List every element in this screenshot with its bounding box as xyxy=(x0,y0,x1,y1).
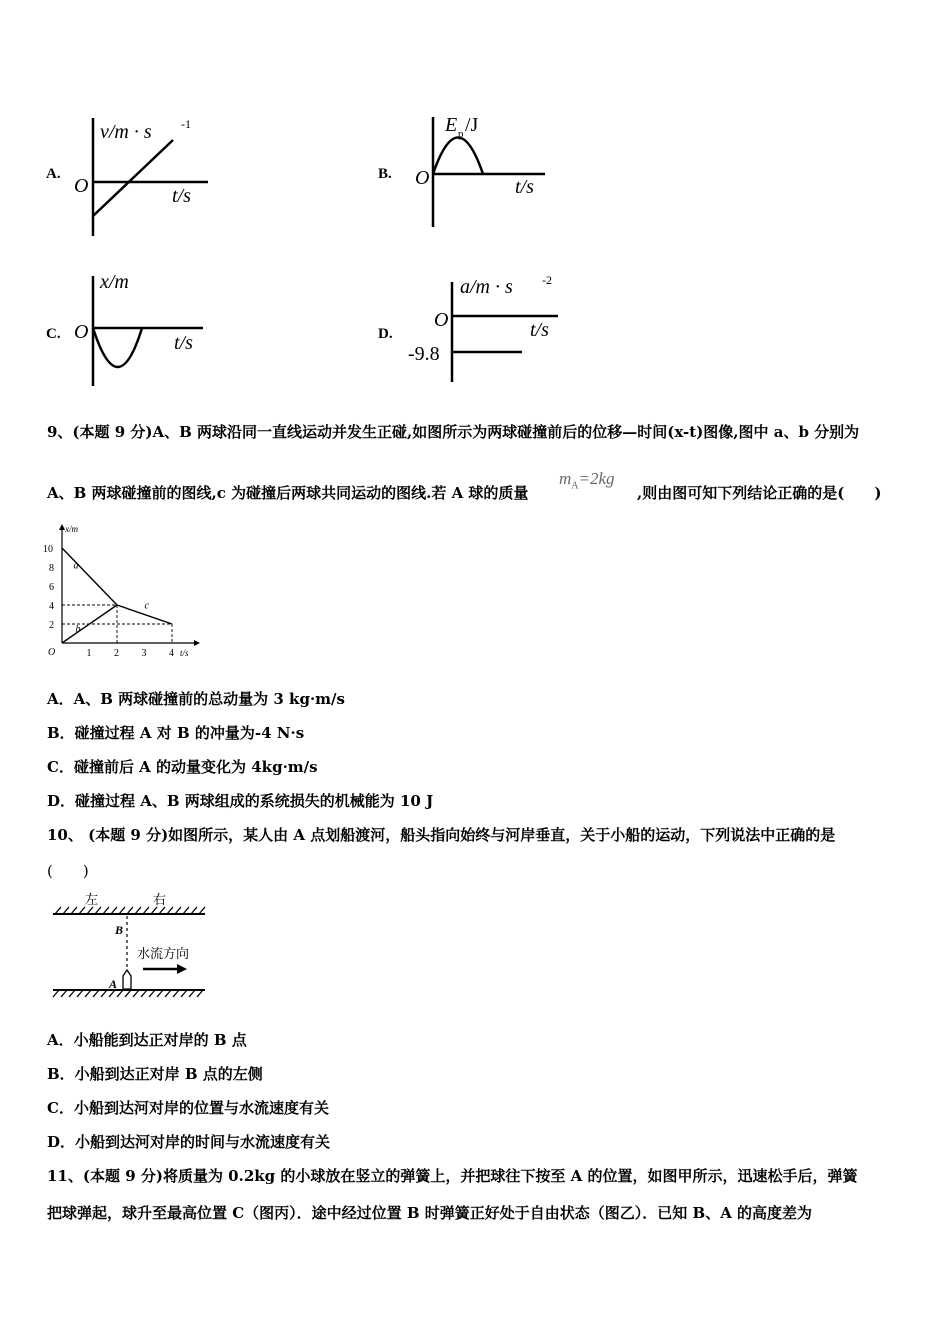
graph-a-velocity-time xyxy=(60,110,230,240)
q9-x-arrow xyxy=(194,640,200,646)
q10-left-label: 左 xyxy=(85,892,99,907)
graph-b-energy-time xyxy=(405,105,575,245)
graph-d-yvalue: -9.8 xyxy=(408,343,440,365)
graph-a-xlabel: t/s xyxy=(172,185,191,207)
graph-b-curve xyxy=(433,138,483,175)
q9-mass-formula: $m_A=2kg$ xyxy=(559,469,615,492)
graph-a-origin: O xyxy=(74,175,89,197)
graph-b-xlabel: t/s xyxy=(515,176,534,198)
graph-a-ylabel: v/m · s xyxy=(100,121,152,143)
q9-origin: O xyxy=(48,647,56,658)
q10-option-c: C．小船到达河对岸的位置与水流速度有关 xyxy=(47,1099,329,1117)
q9-y-tick-8: 8 xyxy=(49,563,54,574)
graph-b-origin: O xyxy=(415,167,430,189)
q9-option-d: D．碰撞过程 A、B 两球组成的系统损失的机械能为 10 J xyxy=(47,792,434,810)
graph-a-line xyxy=(93,140,173,216)
graph-a-ysup: -1 xyxy=(181,117,191,131)
q11-stem-line1: 11、(本题 9 分)将质量为 0.2kg 的小球放在竖立的弹簧上，并把球往下按至 A 的位置，如图甲所示，迅速松手后，弹簧 xyxy=(47,1167,858,1185)
graph-d-acceleration-time xyxy=(400,268,575,393)
q9-y-tick-10: 10 xyxy=(43,544,53,555)
q9-xlabel: t/s xyxy=(180,648,189,658)
q10-stem-line1: 10、 (本题 9 分)如图所示，某人由 A 点划船渡河，船头指向始终与河岸垂直，关于小船的运动，下列说法中正确的是 xyxy=(47,826,836,844)
graph-c-ylabel: x/m xyxy=(100,271,129,293)
q9-series-label-a: a xyxy=(73,560,79,572)
q10-option-d: D．小船到达河对岸的时间与水流速度有关 xyxy=(47,1133,331,1151)
q10-flow-arrowhead xyxy=(177,964,187,974)
graph-c-origin: O xyxy=(74,321,89,343)
q10-b-label: B xyxy=(115,923,124,937)
q11-stem-line2: 把球弹起，球升至最高位置 C（图丙）．途中经过位置 B 时弹簧正好处于自由状态（图乙）．已知 B、A 的高度差为 xyxy=(47,1204,813,1222)
q10-near-bank-hatch xyxy=(53,990,203,997)
graph-b-ysub: p xyxy=(458,128,464,140)
option-d-label: D. xyxy=(378,326,393,342)
q9-series-label-c: c xyxy=(144,600,149,612)
q10-option-a: A．小船能到达正对岸的 B 点 xyxy=(47,1031,247,1049)
q9-ylabel: x/m xyxy=(65,524,78,534)
q10-option-b: B．小船到达正对岸 B 点的左侧 xyxy=(47,1065,263,1083)
q9-stem-line2 xyxy=(47,469,882,503)
q9-x-tick-2: 2 xyxy=(114,648,119,659)
q9-x-tick-3: 3 xyxy=(141,648,147,659)
graph-d-ysup: -2 xyxy=(542,273,552,287)
q10-a-label: A xyxy=(109,977,118,991)
q9-option-a: A．A、B 两球碰撞前的总动量为 3 kg·m/s xyxy=(47,690,345,708)
q9-y-tick-2: 2 xyxy=(49,620,54,631)
q9-y-tick-6: 6 xyxy=(49,582,54,593)
q9-y-tick-4: 4 xyxy=(49,601,54,612)
q9-xt-chart xyxy=(40,520,210,670)
graph-b-ylabel: E xyxy=(445,114,458,136)
graph-d-origin: O xyxy=(434,309,449,331)
q10-right-label: 右 xyxy=(153,892,167,907)
q10-stem-line2: ( ) xyxy=(47,862,89,880)
graph-c-curve xyxy=(93,328,142,367)
q9-stem-post: ,则由图可知下列结论正确的是( ) xyxy=(637,484,882,502)
graph-c-position-time xyxy=(70,268,220,393)
option-a-label: A. xyxy=(46,166,61,182)
q9-x-tick-4: 4 xyxy=(169,648,174,659)
q9-series-a xyxy=(62,548,117,605)
q9-option-c: C．碰撞前后 A 的动量变化为 4kg·m/s xyxy=(47,758,318,776)
graph-d-ylabel: a/m · s xyxy=(460,276,513,298)
q9-series-label-b: b xyxy=(75,624,81,635)
q10-far-bank-hatch xyxy=(55,907,205,914)
option-b-label: B. xyxy=(378,166,392,182)
graph-d-xlabel: t/s xyxy=(530,319,549,341)
q10-flow-label: 水流方向 xyxy=(137,946,190,961)
graph-b-yunit: /J xyxy=(465,114,479,136)
q9-option-b: B．碰撞过程 A 对 B 的冲量为-4 N·s xyxy=(47,724,305,742)
q9-stem-line1: 9、(本题 9 分)A、B 两球沿同一直线运动并发生正碰,如图所示为两球碰撞前后的位移—时间(x-t)图像,图中 a、b 分别为 xyxy=(47,423,860,441)
graph-c-xlabel: t/s xyxy=(174,332,193,354)
q9-x-tick-1: 1 xyxy=(86,648,92,659)
q10-boat xyxy=(123,970,131,989)
q9-stem-pre: A、B 两球碰撞前的图线,c 为碰撞后两球共同运动的图线.若 A 球的质量 xyxy=(47,484,529,502)
q10-river-figure xyxy=(45,890,210,1005)
option-c-label: C. xyxy=(46,326,61,342)
